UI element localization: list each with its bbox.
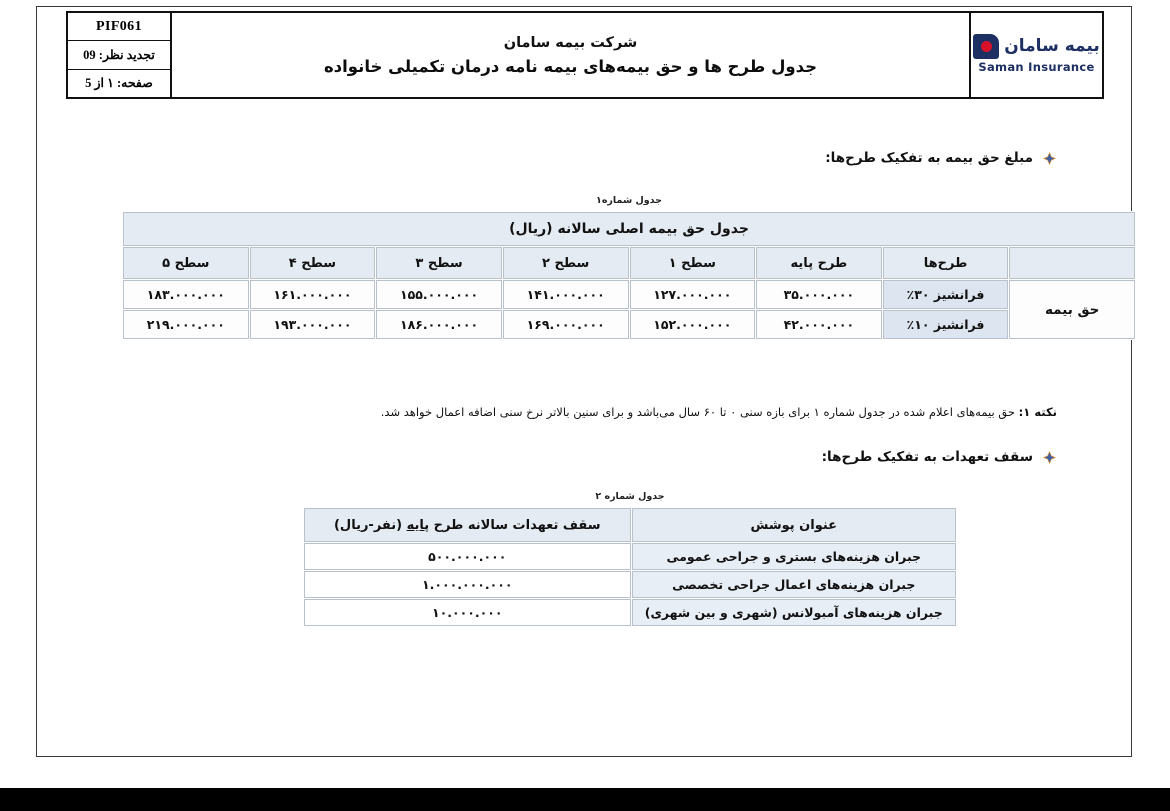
diamond-arrow-bullet-icon [1042,151,1057,166]
table2-header-row [304,508,956,542]
table-row [304,543,956,570]
table2-caption: جدول شماره ۲ [595,491,665,502]
table2-limit-prefix: سقف تعهدات سالانه طرح [429,517,601,533]
coverage-limits-table [303,507,957,627]
table1-row1-value-3: ۱۸۶.۰۰۰.۰۰۰ [376,310,502,339]
table1-col-head-4: سطح ۳ [376,247,502,279]
table-row [123,280,1135,309]
table1-row0-value-5: ۱۸۳.۰۰۰.۰۰۰ [123,280,249,309]
document-code: PIF061 [68,13,170,41]
table1-row1-label: فرانشیز ۱۰٪ [883,310,1009,339]
table1-col-head-0: طرح‌ها [883,247,1009,279]
table1-row1-value-4: ۱۹۳.۰۰۰.۰۰۰ [250,310,376,339]
table1-banner: جدول حق بیمه اصلی سالانه (ریال) [123,212,1135,246]
section-heading-premiums [825,150,1057,166]
table1-row1-value-1: ۱۵۲.۰۰۰.۰۰۰ [630,310,756,339]
premium-table [122,211,1136,340]
table1-row0-value-4: ۱۶۱.۰۰۰.۰۰۰ [250,280,376,309]
table2-row2-amount: ۱۰.۰۰۰.۰۰۰ [304,599,631,626]
table1-header-row [123,247,1135,279]
table1-caption: جدول شماره۱ [596,195,662,206]
document-header [66,11,1104,99]
note-1-text: حق بیمه‌های اعلام شده در جدول شماره ۱ برای بازه سنی ۰ تا ۶۰ سال می‌باشد و برای سنین بالاتر نرخ سنی اضافه اعمال خواهد شد. [380,405,1016,419]
table1-corner-cell [1009,247,1135,279]
header-title-cell [172,13,969,97]
table2-row1-cover: جبران هزینه‌های اعمال جراحی تخصصی [632,571,956,598]
table1-row1-value-0: ۴۲.۰۰۰.۰۰۰ [756,310,882,339]
table2-limit-suffix: (نفر-ریال) [333,517,407,533]
table1-row0-value-3: ۱۵۵.۰۰۰.۰۰۰ [376,280,502,309]
note-1 [381,405,1057,419]
header-logo-cell [969,13,1102,97]
table1-col-head-1: طرح پایه [756,247,882,279]
bottom-black-band [0,788,1170,811]
page-number: صفحه: ۱ از 5 [85,76,153,91]
table2-row2-cover: جبران هزینه‌های آمبولانس (شهری و بین شهری) [632,599,956,626]
table1-col-head-5: سطح ۴ [250,247,376,279]
table2-limit-underlined-word: پایه [406,517,430,533]
logo-english-text: Saman Insurance [978,60,1095,74]
table1-row0-value-1: ۱۲۷.۰۰۰.۰۰۰ [630,280,756,309]
section-heading-premiums-label: مبلغ حق بیمه به تفکیک طرح‌ها: [825,150,1033,166]
note-1-label: نکته ۱: [1018,405,1057,419]
section-heading-coverage-limits-label: سقف تعهدات به تفکیک طرح‌ها: [821,449,1033,465]
saman-insurance-logo [973,34,1099,74]
table1-col-head-3: سطح ۲ [503,247,629,279]
table2-row0-cover: جبران هزینه‌های بستری و جراحی عمومی [632,543,956,570]
table-row [304,599,956,626]
table1-banner-row [123,212,1135,246]
revision-number: تجدید نظر: 09 [68,41,170,69]
table1-row0-label: فرانشیز ۳۰٪ [883,280,1009,309]
table1-row0-value-2: ۱۴۱.۰۰۰.۰۰۰ [503,280,629,309]
table2-col-head-cover: عنوان پوشش [632,508,956,542]
table2-row1-amount: ۱.۰۰۰.۰۰۰.۰۰۰ [304,571,631,598]
table1-col-head-2: سطح ۱ [630,247,756,279]
table-row [304,571,956,598]
table2-col-head-limit [304,508,631,542]
table1-row1-value-5: ۲۱۹.۰۰۰.۰۰۰ [123,310,249,339]
document-title: جدول طرح ها و حق بیمه‌های بیمه نامه درمان تکمیلی خانواده [323,56,818,76]
document-page [36,6,1132,757]
table-row [123,310,1135,339]
table1-row1-value-2: ۱۶۹.۰۰۰.۰۰۰ [503,310,629,339]
diamond-arrow-bullet-icon [1042,450,1057,465]
company-name: شرکت بیمه سامان [503,34,638,51]
logo-farsi-text: بیمه سامان [1004,36,1100,56]
header-code-cell [68,13,172,97]
table1-col-head-6: سطح ۵ [123,247,249,279]
table1-row-group-label: حق بیمه [1009,280,1135,339]
saman-logo-mark-icon [973,34,999,59]
table2-row0-amount: ۵۰۰.۰۰۰.۰۰۰ [304,543,631,570]
table1-row0-value-0: ۳۵.۰۰۰.۰۰۰ [756,280,882,309]
section-heading-coverage-limits [822,449,1057,465]
